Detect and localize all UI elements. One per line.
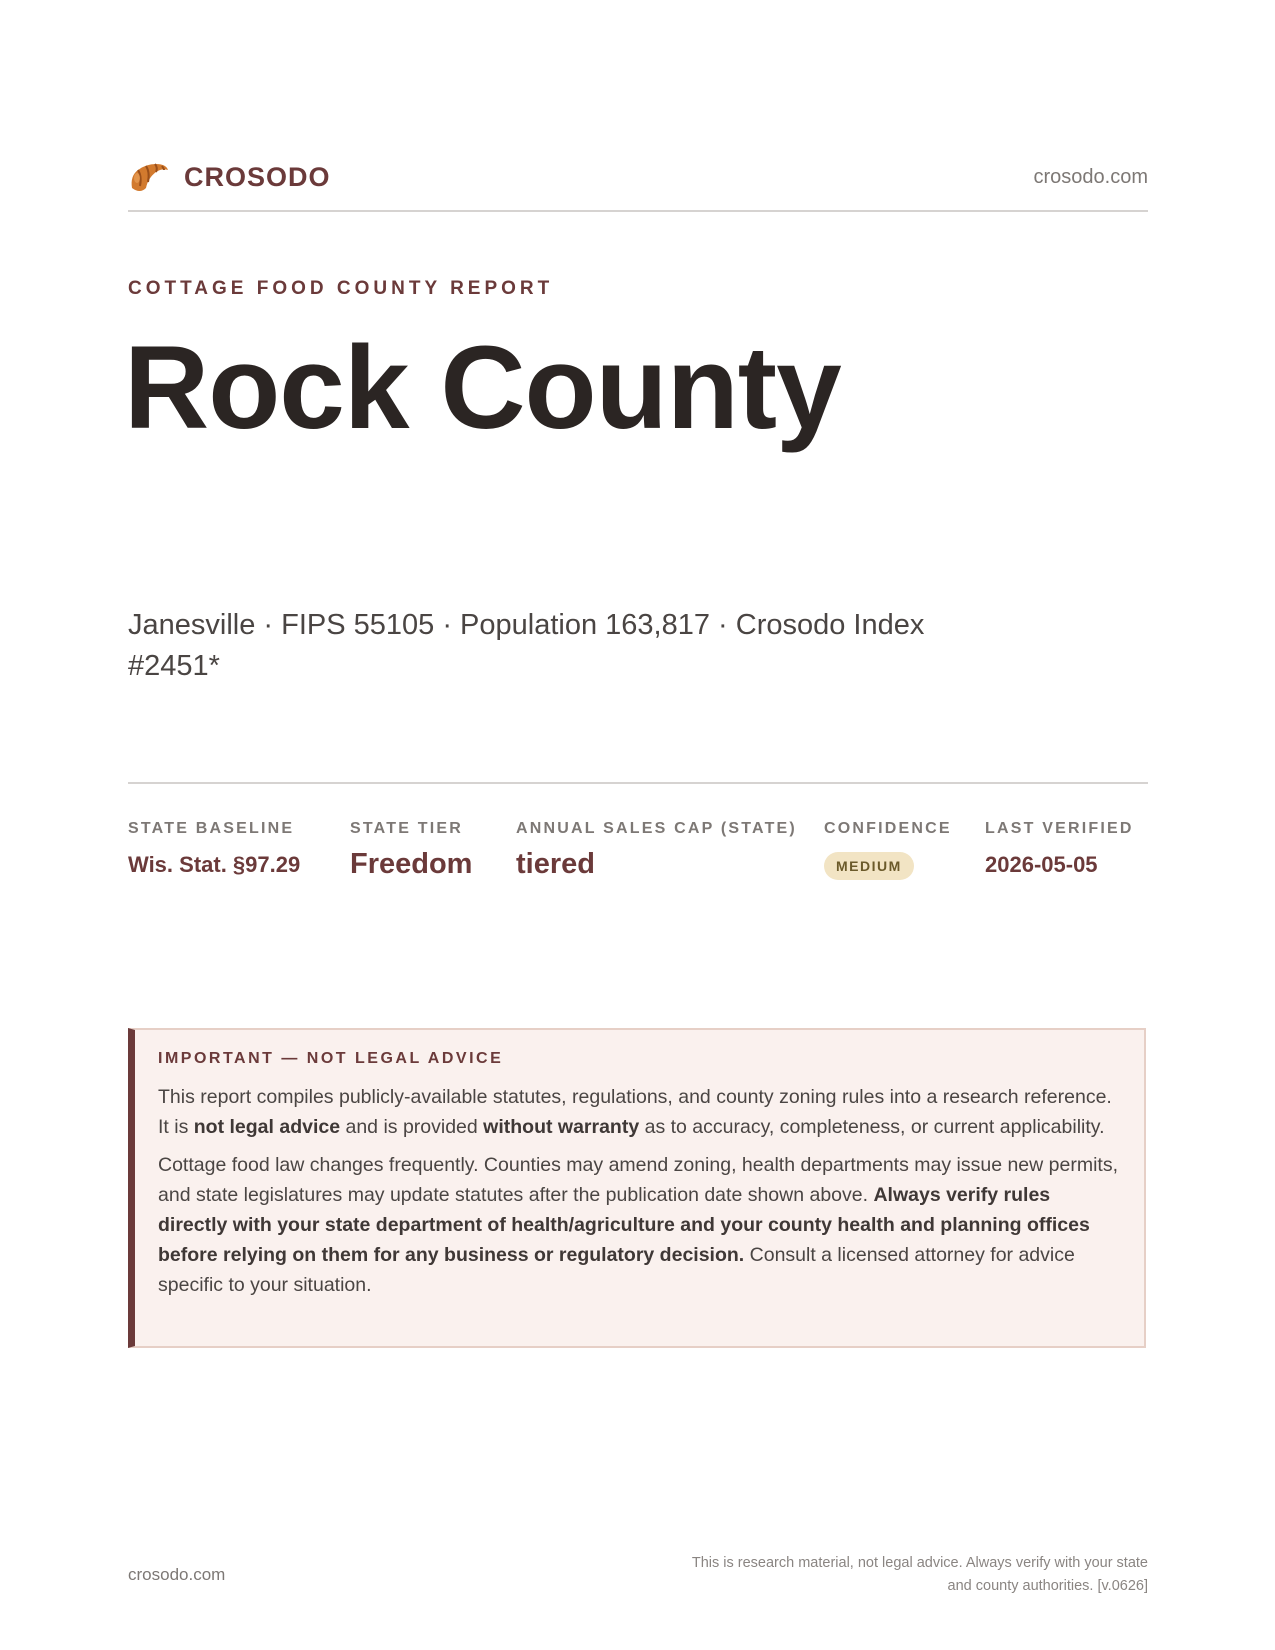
notice-emphasis: Always verify rules directly with your state department of health/agriculture and your county health and planning offices before relying on them for any business or regulatory decision.: [158, 1184, 1090, 1266]
footer-disclaimer-line: and county authorities. [v.0626]: [947, 1578, 1148, 1594]
fact-value: Wis. Stat. §97.29: [128, 852, 301, 877]
fact-last-verified: [985, 820, 1134, 878]
fact-state-baseline: [128, 820, 300, 878]
fact-label: CONFIDENCE: [824, 820, 952, 837]
notice-emphasis: without warranty: [483, 1116, 640, 1138]
footer-site-url[interactable]: crosodo.com: [128, 1565, 226, 1584]
fact-label: STATE TIER: [350, 820, 463, 837]
notice-text: Consult a licensed attorney for advice specific to your situation.: [158, 1244, 1075, 1296]
confidence-badge: MEDIUM: [824, 852, 914, 880]
brand-name: CROSODO: [184, 162, 331, 192]
fact-state-tier: [350, 820, 472, 881]
fact-value: 2026-05-05: [985, 852, 1098, 877]
header-site-url[interactable]: crosodo.com: [1033, 166, 1148, 188]
notice-text: This report compiles publicly-available statutes, regulations, and county zoning rules into a research reference. It is: [158, 1086, 1112, 1138]
fact-label: STATE BASELINE: [128, 820, 295, 837]
croissant-icon: [128, 158, 170, 196]
fact-label: LAST VERIFIED: [985, 820, 1134, 837]
notice-title: IMPORTANT — NOT LEGAL ADVICE: [158, 1050, 504, 1067]
fact-value: tiered: [516, 848, 595, 880]
page-title: Rock County: [124, 322, 841, 454]
page-header: [128, 158, 1148, 212]
fact-confidence: [824, 820, 952, 880]
notice-emphasis: not legal advice: [193, 1116, 341, 1138]
footer-disclaimer-line: This is research material, not legal advice. Always verify with your state: [691, 1555, 1148, 1571]
report-eyebrow: COTTAGE FOOD COUNTY REPORT: [128, 278, 554, 299]
notice-text: and is provided: [340, 1116, 484, 1138]
notice-text: Cottage food law changes frequently. Counties may amend zoning, health departments may issue new permits, and state legislatures may update statutes after the publication date shown above.: [158, 1154, 1118, 1206]
fact-label: ANNUAL SALES CAP (STATE): [516, 820, 797, 837]
notice-paragraph-2: [158, 1150, 1118, 1300]
notice-paragraph-1: [158, 1082, 1118, 1142]
report-page: [124, 0, 1148, 1650]
notice-text: as to accuracy, completeness, or current applicability.: [639, 1116, 1105, 1138]
brand: [128, 158, 331, 196]
footer-disclaimer: [628, 1552, 1148, 1598]
fact-sales-cap: [516, 820, 797, 881]
fact-value: Freedom: [350, 848, 473, 880]
facts-row: [128, 782, 1148, 880]
legal-notice: [128, 1028, 1146, 1348]
county-subline: Janesville · FIPS 55105 · Population 163,817 · Crosodo Index #2451*: [128, 609, 925, 682]
